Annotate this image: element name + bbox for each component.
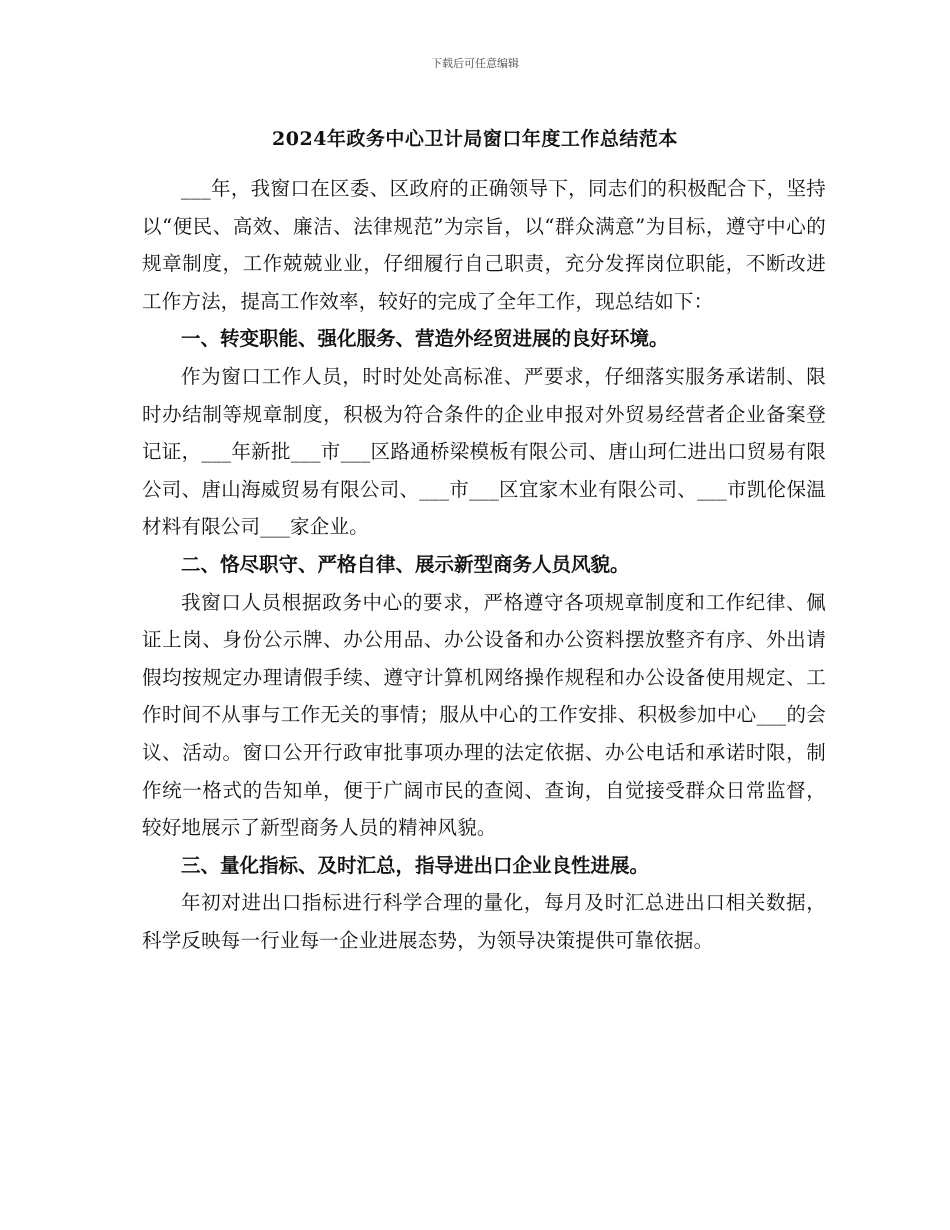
document-title: 2024年政务中心卫计局窗口年度工作总结范本 <box>272 128 678 150</box>
document-body <box>142 170 826 959</box>
section-heading-1: 一、转变职能、强化服务、营造外经贸进展的良好环境。 <box>181 327 669 351</box>
intro-paragraph: ___年，我窗口在区委、区政府的正确领导下，同志们的积极配合下，坚持以“便民、高效、廉洁、法律规范”为宗旨，以“群众满意”为目标，遵守中心的规章制度，工作兢兢业业，仔细履行自己职责，充分发挥岗位职能，不断改进工作方法，提高工作效率，较好的完成了全年工作，现总结如下： <box>142 177 826 313</box>
section-heading-3: 三、量化指标、及时汇总，指导进出口企业良性进展。 <box>181 853 650 877</box>
section-body-3: 年初对进出口指标进行科学合理的量化，每月及时汇总进出口相关数据，科学反映每一行业每一企业进展态势，为领导决策提供可靠依据。 <box>142 891 826 952</box>
section-body-2: 我窗口人员根据政务中心的要求，严格遵守各项规章制度和工作纪律、佩证上岗、身份公示牌、办公用品、办公设备和办公资料摆放整齐有序、外出请假均按规定办理请假手续、遵守计算机网络操作规程和办公设备使用规定、工作时间不从事与工作无关的事情；服从中心的工作安排、积极参加中心___的会议、活动。窗口公开行政审批事项办理的法定依据、办公电话和承诺时限，制作统一格式的告知单，便于广阔市民的查阅、查询，自觉接受群众日常监督，较好地展示了新型商务人员的精神风貌。 <box>142 590 826 840</box>
section-body-1: 作为窗口工作人员，时时处处高标准、严要求，仔细落实服务承诺制、限时办结制等规章制度，积极为符合条件的企业申报对外贸易经营者企业备案登记证，___年新批___市___区路通桥梁模板有限公司、唐山珂仁进出口贸易有限公司、唐山海威贸易有限公司、___市___区宜家木业有限公司、___市凯伦保温材料有限公司___家企业。 <box>142 364 826 539</box>
header-note: 下载后可任意编辑 <box>431 57 519 70</box>
section-heading-2: 二、恪尽职守、严格自律、展示新型商务人员风貌。 <box>181 552 630 576</box>
